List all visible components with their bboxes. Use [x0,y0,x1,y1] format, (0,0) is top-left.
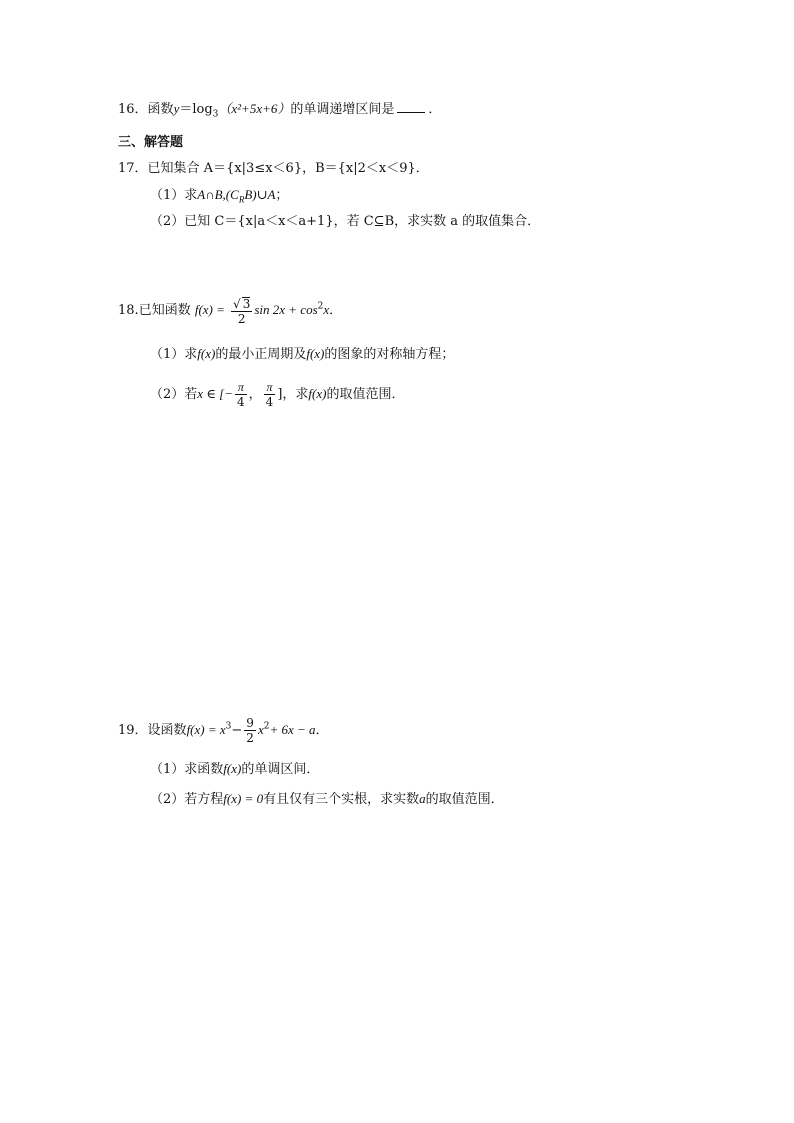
fraction-numerator: √ 3 [233,296,251,311]
fraction-numerator: π [264,381,276,395]
math-expr: x [257,722,264,737]
part-text: ，求 [282,387,309,402]
fraction-denominator: 2 [237,311,246,326]
question-number: 18. [118,303,139,318]
part-text: 的最小正周期及 [215,347,307,362]
math-sup: 2 [317,301,324,312]
fraction [231,297,252,325]
math-sup: 3 [225,721,232,732]
math-expr: x [323,302,330,317]
question-text: 已知函数 [138,303,191,318]
math-expr: ＝log [179,102,213,117]
math-expr: ] [277,387,283,402]
question-18-part-1 [150,345,454,364]
section-heading: 三、解答题 [118,135,184,150]
fraction [244,717,256,744]
question-19-part-1 [150,760,319,779]
fraction-numerator: 9 [246,716,254,730]
math-expr: f(x) [308,386,327,401]
question-17 [118,160,429,178]
question-text: 函数 [147,102,174,117]
fraction [235,381,247,408]
part-text: 有且仅有三个实根，求实数 [263,792,420,807]
log-base: 3 [212,109,219,120]
question-number: 17． [118,161,148,176]
question-18 [118,292,342,329]
question-16 [118,100,441,119]
question-19-part-2 [150,790,504,809]
math-expr: sin 2x + cos [254,302,318,317]
part-text: （1）求 [150,188,198,203]
math-expr: （x²+5x+6） [218,101,291,116]
part-text: （2）若方程 [150,792,224,807]
part-text: （2）若 [150,387,198,402]
question-number: 19． [118,723,148,738]
math-expr: f(x) [306,346,325,361]
math-expr: f(x) = x [186,722,226,737]
question-text: ． [315,723,329,738]
fraction-denominator: 2 [246,731,254,745]
question-18-part-2 [150,376,404,413]
math-sup: 2 [263,721,270,732]
fraction-numerator: π [235,381,247,395]
math-expr: B)∪A [244,187,276,202]
fraction-denominator: 4 [237,395,245,409]
math-expr: f(x) = 0 [223,791,264,806]
question-number: 16． [118,102,148,117]
question-text: 的单调递增区间是 [290,102,395,117]
part-text: （1）求函数 [150,762,224,777]
part-text: 的取值范围． [425,792,504,807]
part-text: 的图象的对称轴方程； [324,347,455,362]
math-expr: f(x) [223,761,242,776]
fraction [264,381,276,408]
part-text: ； [275,188,289,203]
part-text: （1）求 [150,347,198,362]
math-var: y [173,101,180,116]
math-expr: A∩B,(C [197,187,239,202]
math-expr: f(x) = [194,302,225,317]
math-var: a [419,791,426,806]
question-17-part-2: （2）已知 C＝{x|a＜x＜a+1}，若 C⊆B，求实数 a 的取值集合． [150,214,541,229]
answer-blank[interactable] [397,100,425,113]
part-text: ， [248,387,262,402]
question-17-part-1 [150,186,288,205]
fraction-denominator: 4 [265,395,274,409]
question-text: 设函数 [147,723,187,738]
question-text: ． [428,102,442,117]
math-expr: − [231,723,243,738]
part-text: 的单调区间． [241,762,320,777]
math-sub: R [238,194,245,205]
math-expr: x ∈ [− [197,386,234,401]
sqrt-radicand: 3 [242,296,251,311]
math-expr: + 6x − a [269,722,316,737]
question-text: ． [329,303,343,318]
part-text: 的取值范围． [326,387,405,402]
question-text: 已知集合 A＝{x|3≤x＜6}，B＝{x|2＜x＜9}． [147,161,429,176]
question-19 [118,712,329,749]
math-expr: f(x) [197,346,216,361]
